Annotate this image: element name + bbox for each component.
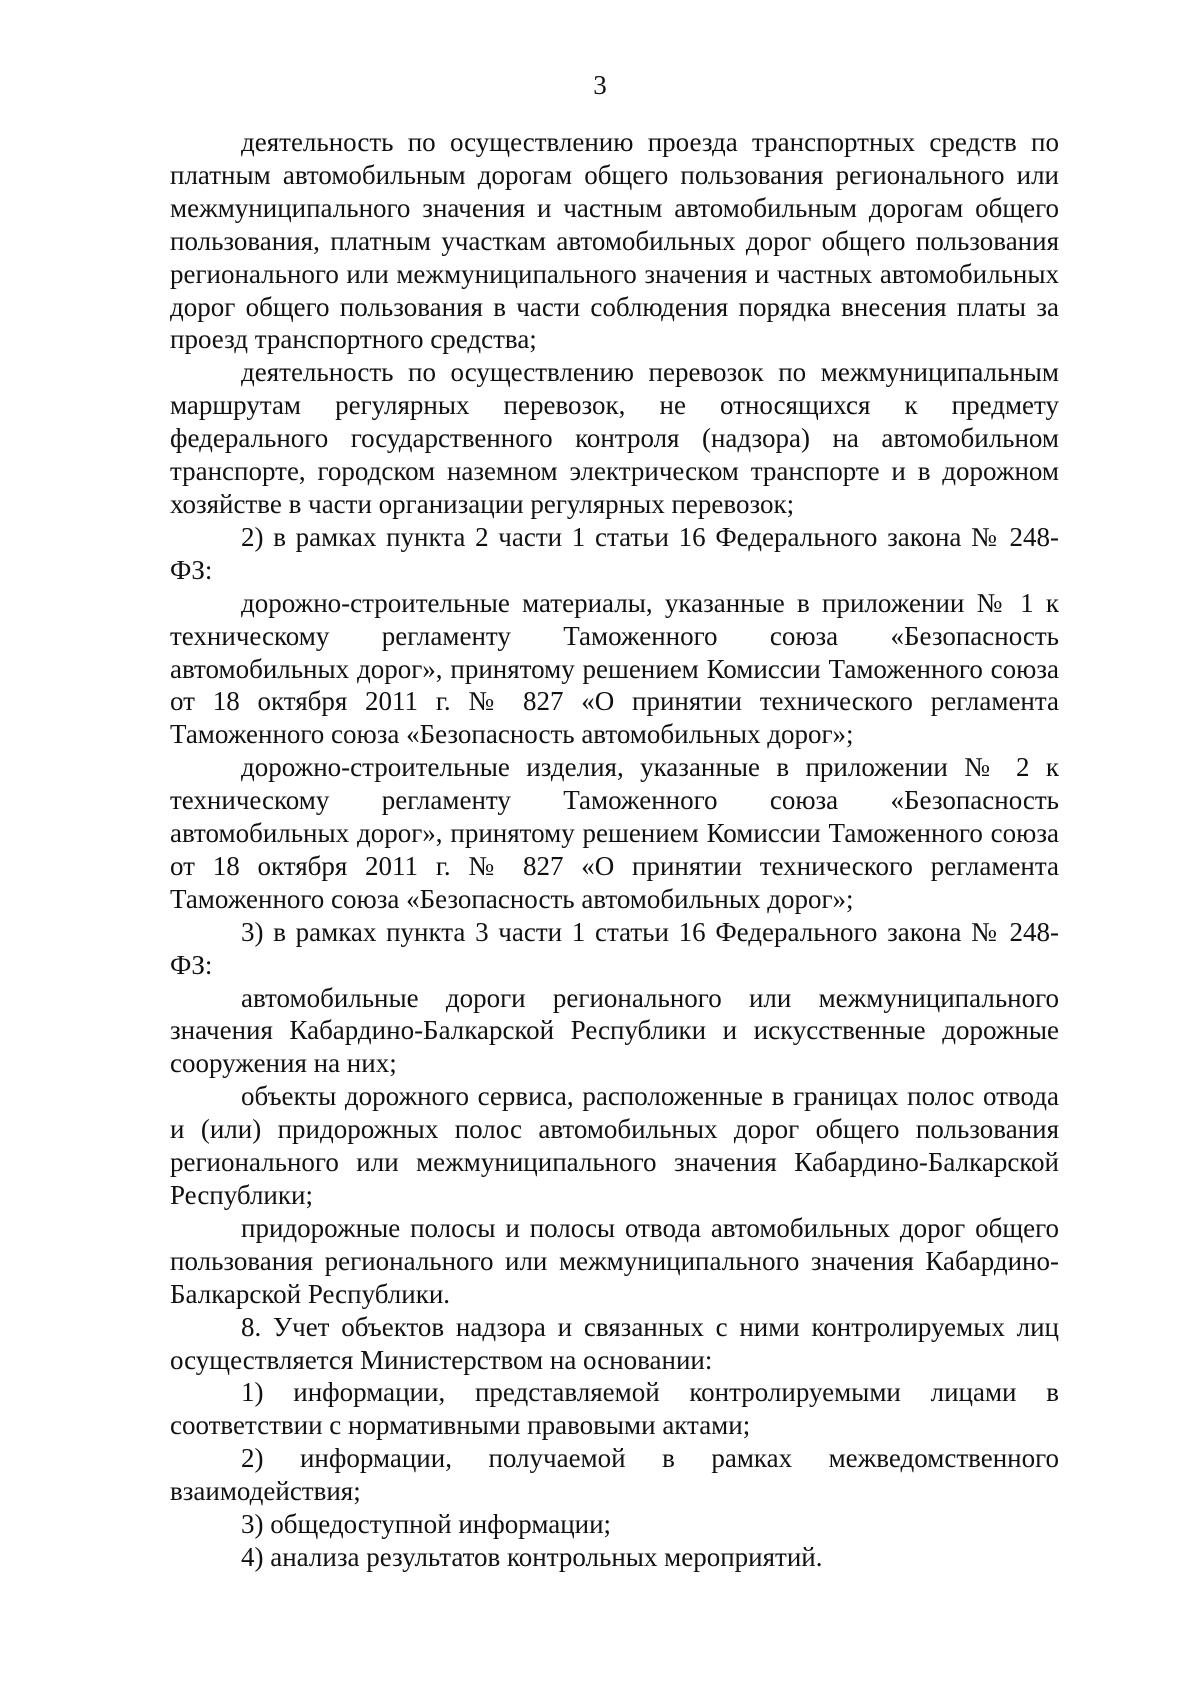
paragraph-item-2-heading: 2) в рамках пункта 2 части 1 статьи 16 Федерального закона № 248-ФЗ:	[170, 521, 1059, 585]
paragraph-section-8: 8. Учет объектов надзора и связанных с ними контролируемых лиц осуществляется Министерством на основании:	[170, 1311, 1059, 1375]
page-number: 3	[593, 70, 607, 100]
paragraph-regional-roads: автомобильные дороги регионального или межмуниципального значения Кабардино-Балкарской Республики и искусственные дорожные сооружения на них;	[170, 982, 1059, 1079]
paragraph-road-materials: дорожно-строительные материалы, указанные в приложении № 1 к техническому регламенту Таможенного союза «Безопасность автомобильных дорог», принятому решением Комиссии Таможенного союза от 18 октября 2011 г. № 827 «О принятии технического регламента Таможенного союза «Безопасность автомобильных дорог»;	[170, 587, 1059, 750]
document-body	[170, 126, 1059, 1574]
paragraph-item-3-heading: 3) в рамках пункта 3 части 1 статьи 16 Федерального закона № 248-ФЗ:	[170, 916, 1059, 980]
paragraph-road-products: дорожно-строительные изделия, указанные в приложении № 2 к техническому регламенту Таможенного союза «Безопасность автомобильных дорог», принятому решением Комиссии Таможенного союза от 18 октября 2011 г. № 827 «О принятии технического регламента Таможенного союза «Безопасность автомобильных дорог»;	[170, 752, 1059, 914]
paragraph-basis-2: 2) информации, получаемой в рамках межведомственного взаимодействия;	[170, 1443, 1059, 1507]
paragraph-basis-3: 3) общедоступной информации;	[241, 1509, 612, 1540]
paragraph-roadside-strips: придорожные полосы и полосы отвода автомобильных дорог общего пользования регионального или межмуниципального значения Кабардино-Балкарской Республики.	[170, 1212, 1059, 1309]
paragraph-toll-roads-activity: деятельность по осуществлению проезда транспортных средств по платным автомобильным дорогам общего пользования регионального или межмуниципального значения и частным автомобильным дорогам общего пользования, платным участкам автомобильных дорог общего пользования регионального или межмуниципального значения и частных автомобильных дорог общего пользования в части соблюдения порядка внесения платы за проезд транспортного средства;	[170, 127, 1059, 355]
paragraph-intermunicipal-routes-activity: деятельность по осуществлению перевозок по межмуниципальным маршрутам регулярных перевозок, не относящихся к предмету федерального государственного контроля (надзора) на автомобильном транспорте, городском наземном электрическом транспорте и в дорожном хозяйстве в части организации регулярных перевозок;	[170, 357, 1059, 519]
paragraph-road-service-objects: объекты дорожного сервиса, расположенные в границах полос отвода и (или) придорожных полос автомобильных дорог общего пользования регионального или межмуниципального значения Кабардино-Балкарской Республики;	[170, 1081, 1059, 1210]
paragraph-basis-1: 1) информации, представляемой контролируемыми лицами в соответствии с нормативными правовыми актами;	[170, 1377, 1059, 1441]
paragraph-basis-4: 4) анализа результатов контрольных мероприятий.	[241, 1541, 823, 1572]
